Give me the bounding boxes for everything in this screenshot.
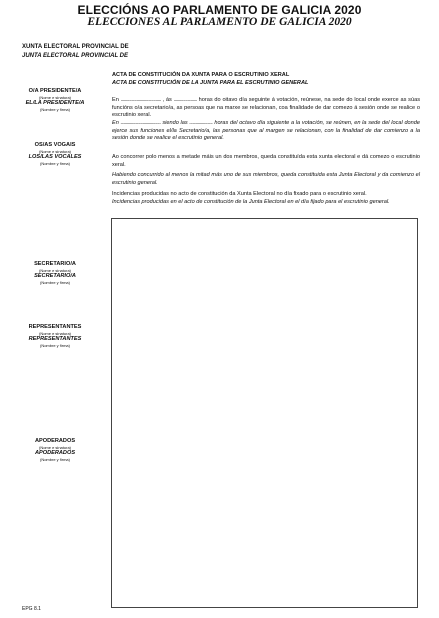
text-fragment: horas do oitavo día seguinte á votación, reúnese, na sede do local onde exerce as súas funcións o/a secretario/a, as persoas que na marxe se relacionan, coa finalidade de dar comezo á sesión onde se realice o escrutinio xeral.: [112, 97, 420, 119]
role-sublabel-galician: (Nome e sinatura): [38, 331, 71, 336]
role-sublabel-spanish: (Nombre y firma): [39, 161, 70, 166]
signature-block-president: [0, 88, 110, 112]
signature-block-representatives: [0, 324, 110, 348]
signature-block-vocals: [0, 142, 110, 166]
form-code: EPG 8.1: [22, 606, 41, 612]
text-fragment: horas del octavo día siguiente a la votación, se reúnen, en la sede del local donde ejerce sus funciones el/la Secretario/a, las personas que al margen se relacionan, con la finalidad de dar comienzo a la sesión donde se realice el escrutinio general.: [112, 120, 420, 142]
role-sublabel-spanish: (Nombre y firma): [39, 280, 70, 285]
paragraph-quorum-spanish: Habiendo concurrido al menos la mitad más uno de sus miembros, queda constituida esta Junta Electoral y da comienzo el escrutinio general.: [112, 172, 420, 186]
signature-block-secretary: [0, 261, 110, 285]
paragraph-incidents-spanish: Incidencias producidas en el acto de constitución de la Junta Electoral en el día fijado para el escrutinio general.: [112, 199, 390, 205]
role-label-galician: APODERADOS: [34, 438, 76, 444]
role-label-galician: REPRESENTANTES: [28, 324, 82, 330]
document-title-galician: ELECCIÓNS AO PARLAMENTO DE GALICIA 2020: [77, 3, 362, 17]
paragraph-session-galician: [112, 97, 420, 120]
paragraph-quorum-galician: Ao concorrer polo menos a metade máis un dos membros, queda constituída esta xunta electoral e dá comezo o escrutinio xeral.: [112, 154, 420, 168]
blank-place-field[interactable]: ......................................: [120, 120, 161, 126]
signature-block-proxies: [0, 438, 110, 462]
text-fragment: En: [112, 120, 119, 126]
role-label-spanish: EL/LA PRESIDENTE/A: [25, 100, 85, 106]
role-sublabel-spanish: (Nombre y firma): [39, 457, 70, 462]
role-label-spanish: LOS/LAS VOCALES: [28, 154, 82, 160]
role-sublabel-galician: (Nome e sinatura): [38, 268, 71, 273]
blank-place-field[interactable]: ......................................: [120, 97, 161, 103]
role-label-spanish: REPRESENTANTES: [28, 336, 82, 342]
junta-label-spanish: JUNTA ELECTORAL PROVINCIAL DE: [22, 53, 129, 59]
role-label-spanish: SECRETARIO/A: [34, 273, 76, 279]
incidents-text-area[interactable]: [111, 218, 418, 608]
role-sublabel-spanish: (Nombre y firma): [39, 107, 70, 112]
document-title-spanish: ELECCIONES AL PARLAMENTO DE GALICIA 2020: [87, 16, 352, 28]
text-fragment: En: [112, 97, 119, 103]
role-label-galician: SECRETARIO/A: [34, 261, 76, 267]
role-sublabel-spanish: (Nombre y firma): [39, 343, 70, 348]
junta-label-galician: XUNTA ELECTORAL PROVINCIAL DE: [22, 44, 129, 50]
acta-heading-galician: ACTA DE CONSTITUCIÓN DA XUNTA PARA O ESCRUTINIO XERAL: [112, 72, 290, 78]
role-sublabel-galician: (Nome e sinatura): [38, 445, 71, 450]
text-fragment: siendo las: [162, 120, 188, 126]
role-label-galician: O/A PRESIDENTE/A: [28, 88, 82, 94]
paragraph-incidents-galician: Incidencias producidas no acto de constitución da Xunta Electoral no día fixado para o escrutinio xeral.: [112, 191, 367, 197]
role-label-spanish: APODERADOS: [34, 450, 76, 456]
acta-heading-spanish: ACTA DE CONSTITUCIÓN DE LA JUNTA PARA EL ESCRUTINIO GENERAL: [112, 80, 309, 86]
blank-time-field[interactable]: ......................: [173, 97, 197, 103]
role-label-galician: OS/AS VOGAIS: [34, 142, 76, 148]
role-sublabel-galician: (Nome e sinatura): [38, 149, 71, 154]
role-sublabel-galician: (Nome e sinatura): [38, 95, 71, 100]
text-fragment: , ás: [162, 97, 172, 103]
blank-time-field[interactable]: ......................: [189, 120, 213, 126]
paragraph-session-spanish: [112, 120, 420, 143]
